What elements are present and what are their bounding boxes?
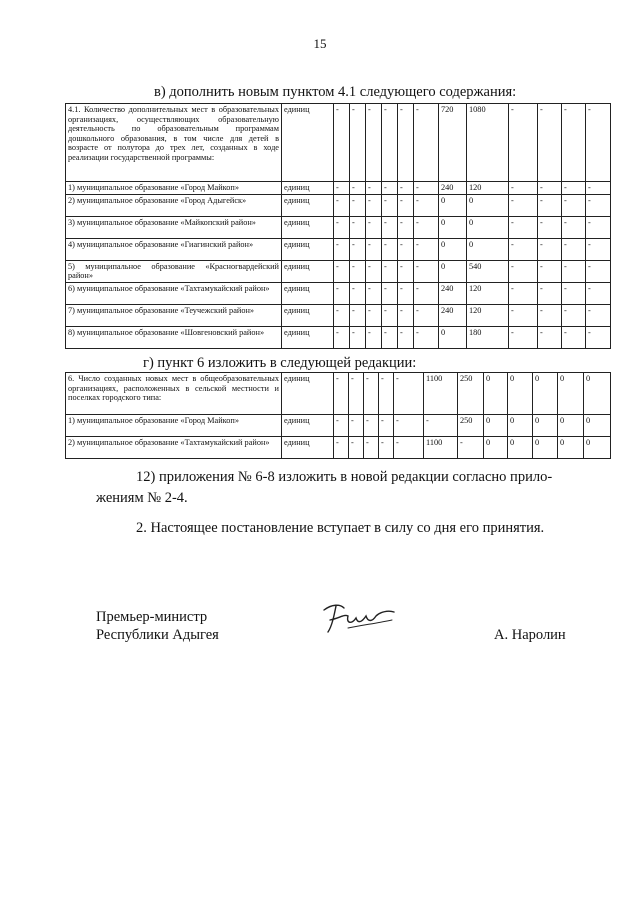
value-cell: - [562,304,586,326]
value-cell: - [414,104,439,182]
value-cell: - [382,260,398,282]
value-cell: - [334,104,350,182]
value-cell: 1080 [467,104,509,182]
value-cell: 0 [558,415,584,437]
value-cell: - [538,216,562,238]
value-cell: - [366,304,382,326]
value-cell: - [382,194,398,216]
row-label: 4.1. Количество дополнительных мест в образовательных организациях, осуществляющих образовательную деятельность по образовательным программам дошкольного образования, в том числе для детей в возрасте от полутора до трех лет, созданных в ходе реализации государственной программы: [66,104,282,182]
value-cell: - [509,216,538,238]
value-cell: - [334,326,350,348]
value-cell: - [398,260,414,282]
row-unit: единиц [282,104,334,182]
value-cell: - [398,104,414,182]
value-cell: - [350,326,366,348]
value-cell: - [334,260,350,282]
value-cell: 0 [484,373,508,415]
value-cell: - [350,104,366,182]
row-label: 8) муниципальное образование «Шовгеновский район» [66,326,282,348]
value-cell: - [586,194,611,216]
value-cell: - [414,216,439,238]
value-cell: - [334,182,350,195]
value-cell: 0 [439,326,467,348]
value-cell: - [538,238,562,260]
value-cell: - [350,304,366,326]
value-cell: - [398,304,414,326]
value-cell: - [509,282,538,304]
value-cell: - [382,182,398,195]
row-unit: единиц [282,238,334,260]
value-cell: 250 [458,415,484,437]
value-cell: - [334,216,350,238]
value-cell: - [414,238,439,260]
value-cell: - [379,373,394,415]
value-cell: - [398,216,414,238]
value-cell: - [509,326,538,348]
value-cell: - [382,216,398,238]
value-cell: 0 [467,238,509,260]
row-unit: единиц [282,216,334,238]
value-cell: 120 [467,304,509,326]
value-cell: - [509,304,538,326]
value-cell: 0 [439,238,467,260]
value-cell: - [366,282,382,304]
signatory-title-line1: Премьер-министр [96,609,208,625]
paragraph-2: 2. Настоящее постановление вступает в силу со дня его принятия. [136,520,545,536]
value-cell: - [458,437,484,459]
value-cell: - [382,304,398,326]
value-cell: - [509,260,538,282]
value-cell: - [334,373,349,415]
value-cell: - [562,238,586,260]
value-cell: 0 [508,373,533,415]
value-cell: - [379,415,394,437]
value-cell: - [562,182,586,195]
table-row [66,415,611,437]
value-cell: - [394,373,424,415]
value-cell: - [414,304,439,326]
value-cell: 180 [467,326,509,348]
value-cell: - [366,238,382,260]
value-cell: 250 [458,373,484,415]
row-unit: единиц [282,304,334,326]
value-cell: 0 [533,415,558,437]
value-cell: - [538,194,562,216]
value-cell: 0 [439,194,467,216]
value-cell: 120 [467,182,509,195]
value-cell: - [382,238,398,260]
row-label: 5) муниципальное образование «Красногвардейский район» [66,260,282,282]
page-number: 15 [313,36,327,51]
value-cell: 0 [467,216,509,238]
value-cell: - [350,182,366,195]
value-cell: - [586,238,611,260]
row-unit: единиц [282,415,334,437]
section-b-heading: в) дополнить новым пунктом 4.1 следующего содержания: [154,84,517,100]
row-label: 1) муниципальное образование «Город Майкоп» [66,415,282,437]
value-cell: - [398,282,414,304]
table-row [66,326,611,348]
signatory-name: А. Наролин [494,627,566,643]
row-unit: единиц [282,182,334,195]
value-cell: 0 [533,373,558,415]
value-cell: - [538,326,562,348]
table-row [66,104,611,182]
value-cell: - [414,194,439,216]
value-cell: - [366,216,382,238]
value-cell: - [366,194,382,216]
table-row [66,260,611,282]
value-cell: 0 [439,216,467,238]
value-cell: 0 [439,260,467,282]
value-cell: - [350,238,366,260]
value-cell: 0 [533,437,558,459]
table-row [66,216,611,238]
value-cell: - [398,182,414,195]
value-cell: - [414,260,439,282]
table-row [66,373,611,415]
value-cell: - [334,238,350,260]
value-cell: 0 [508,437,533,459]
value-cell: 1100 [424,373,458,415]
value-cell: - [334,415,349,437]
row-label: 6. Число созданных новых мест в общеобразовательных организациях, расположенных в сельской местности и поселках городского типа: [66,373,282,415]
value-cell: - [538,104,562,182]
signatory-title-line2: Республики Адыгея [96,627,219,643]
value-cell: 0 [484,437,508,459]
row-label: 3) муниципальное образование «Майкопский район» [66,216,282,238]
value-cell: - [334,194,350,216]
value-cell: 540 [467,260,509,282]
value-cell: - [538,304,562,326]
table-row [66,437,611,459]
value-cell: 0 [558,437,584,459]
value-cell: - [366,182,382,195]
value-cell: - [349,373,364,415]
row-unit: единиц [282,260,334,282]
row-label: 4) муниципальное образование «Гиагинский район» [66,238,282,260]
value-cell: - [586,216,611,238]
value-cell: - [350,260,366,282]
row-label: 6) муниципальное образование «Тахтамукайский район» [66,282,282,304]
paragraph-12-line1: 12) приложения № 6-8 изложить в новой редакции согласно прило- [136,469,553,485]
row-label: 2) муниципальное образование «Город Адыгейск» [66,194,282,216]
value-cell: - [382,104,398,182]
value-cell: 240 [439,282,467,304]
value-cell: 240 [439,182,467,195]
value-cell: - [379,437,394,459]
section-g-table [65,372,611,459]
value-cell: - [586,282,611,304]
value-cell: 720 [439,104,467,182]
table-row [66,182,611,195]
value-cell: - [586,260,611,282]
value-cell: - [414,182,439,195]
value-cell: - [349,437,364,459]
value-cell: - [334,437,349,459]
handwritten-signature [318,598,398,638]
value-cell: - [509,238,538,260]
value-cell: - [562,104,586,182]
value-cell: - [394,437,424,459]
value-cell: - [398,326,414,348]
table-row [66,194,611,216]
row-unit: единиц [282,326,334,348]
value-cell: - [366,104,382,182]
value-cell: - [538,182,562,195]
value-cell: - [562,260,586,282]
value-cell: - [350,216,366,238]
value-cell: - [350,194,366,216]
value-cell: - [586,304,611,326]
value-cell: 120 [467,282,509,304]
value-cell: 0 [584,373,611,415]
value-cell: 0 [584,437,611,459]
value-cell: 0 [558,373,584,415]
row-label: 2) муниципальное образование «Тахтамукайский район» [66,437,282,459]
row-unit: единиц [282,282,334,304]
section-b-table [65,103,611,349]
table-row [66,238,611,260]
value-cell: - [586,182,611,195]
row-unit: единиц [282,373,334,415]
row-unit: единиц [282,437,334,459]
value-cell: - [334,304,350,326]
row-label: 7) муниципальное образование «Теучежский район» [66,304,282,326]
value-cell: - [509,104,538,182]
value-cell: - [414,326,439,348]
value-cell: - [349,415,364,437]
value-cell: - [562,326,586,348]
value-cell: - [382,282,398,304]
value-cell: 0 [584,415,611,437]
value-cell: - [562,194,586,216]
value-cell: 240 [439,304,467,326]
value-cell: - [509,182,538,195]
value-cell: 0 [484,415,508,437]
value-cell: - [586,326,611,348]
value-cell: - [538,260,562,282]
section-g-heading: г) пункт 6 изложить в следующей редакции: [143,355,417,371]
value-cell: - [364,415,379,437]
value-cell: - [394,415,424,437]
value-cell: - [350,282,366,304]
value-cell: - [398,194,414,216]
table-row [66,282,611,304]
value-cell: - [424,415,458,437]
paragraph-12-line2: жениям № 2-4. [96,490,188,506]
value-cell: - [414,282,439,304]
value-cell: - [382,326,398,348]
value-cell: - [364,373,379,415]
value-cell: - [509,194,538,216]
row-unit: единиц [282,194,334,216]
row-label: 1) муниципальное образование «Город Майкоп» [66,182,282,195]
value-cell: - [366,260,382,282]
value-cell: - [398,238,414,260]
value-cell: - [364,437,379,459]
value-cell: - [562,282,586,304]
value-cell: - [538,282,562,304]
table-row [66,304,611,326]
value-cell: - [334,282,350,304]
value-cell: - [586,104,611,182]
value-cell: 0 [508,415,533,437]
value-cell: 0 [467,194,509,216]
value-cell: 1100 [424,437,458,459]
value-cell: - [366,326,382,348]
value-cell: - [562,216,586,238]
